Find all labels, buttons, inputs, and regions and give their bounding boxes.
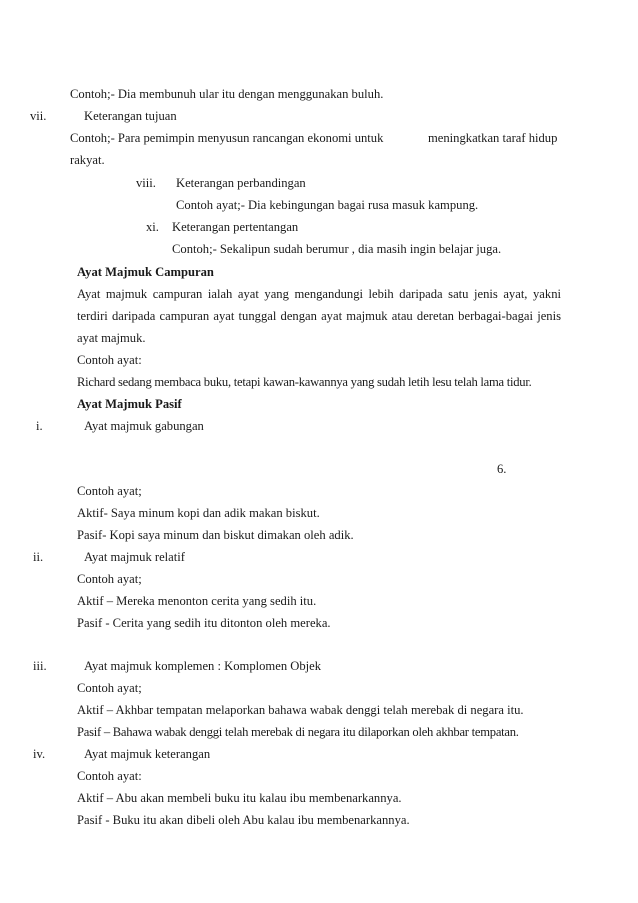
- example-line: Richard sedang membaca buku, tetapi kawan-kawannya yang sudah letih lesu telah lama tidur.: [77, 375, 532, 389]
- list-number: vii.: [30, 109, 47, 123]
- example-line: Pasif- Kopi saya minum dan biskut dimakan oleh adik.: [77, 528, 354, 542]
- list-number: viii.: [136, 176, 156, 190]
- list-heading: Ayat majmuk relatif: [84, 550, 185, 564]
- example-line: Pasif – Bahawa wabak denggi telah merebak di negara itu dilaporkan oleh akhbar tempatan.: [77, 725, 519, 739]
- list-number: iv.: [33, 747, 46, 761]
- example-line: Aktif – Mereka menonton cerita yang sedih itu.: [77, 594, 317, 608]
- example-line: Contoh;- Para pemimpin menyusun rancangan ekonomi untuk: [70, 131, 384, 145]
- list-heading: Ayat majmuk komplemen : Komplomen Objek: [84, 659, 322, 673]
- list-heading: Keterangan tujuan: [84, 109, 177, 123]
- example-line: Contoh;- Dia membunuh ular itu dengan menggunakan buluh.: [70, 87, 384, 101]
- section-heading: Ayat Majmuk Pasif: [77, 397, 182, 411]
- list-heading: Keterangan pertentangan: [172, 220, 299, 234]
- paragraph-line: terdiri daripada campuran ayat tunggal dengan ayat majmuk atau deretan berbagai-bagai jenis: [77, 309, 561, 323]
- list-number: ii.: [33, 550, 44, 564]
- list-heading: Ayat majmuk gabungan: [84, 419, 204, 433]
- example-label: Contoh ayat;: [77, 484, 142, 498]
- paragraph-line: Ayat majmuk campuran ialah ayat yang mengandungi lebih daripada satu jenis ayat, yakni: [77, 287, 561, 301]
- example-line: rakyat.: [70, 153, 105, 167]
- example-line: Pasif - Cerita yang sedih itu ditonton oleh mereka.: [77, 616, 331, 630]
- example-line: Aktif- Saya minum kopi dan adik makan biskut.: [77, 506, 320, 520]
- example-label: Contoh ayat;: [77, 681, 142, 695]
- paragraph-line: ayat majmuk.: [77, 331, 146, 345]
- example-line: Pasif - Buku itu akan dibeli oleh Abu kalau ibu membenarkannya.: [77, 813, 410, 827]
- example-line: Aktif – Abu akan membeli buku itu kalau ibu membenarkannya.: [77, 791, 402, 805]
- list-heading: Keterangan perbandingan: [176, 176, 306, 190]
- example-label: Contoh ayat:: [77, 769, 142, 783]
- list-heading: Ayat majmuk keterangan: [84, 747, 211, 761]
- example-line-continued: meningkatkan taraf hidup: [428, 131, 558, 145]
- page-number: 6.: [497, 462, 507, 476]
- list-number: iii.: [33, 659, 47, 673]
- example-label: Contoh ayat;: [77, 572, 142, 586]
- section-heading: Ayat Majmuk Campuran: [77, 265, 214, 279]
- example-line: Contoh;- Sekalipun sudah berumur , dia masih ingin belajar juga.: [172, 242, 502, 256]
- list-number: i.: [36, 419, 43, 433]
- example-line: Contoh ayat;- Dia kebingungan bagai rusa masuk kampung.: [176, 198, 479, 212]
- list-number: xi.: [146, 220, 159, 234]
- example-line: Aktif – Akhbar tempatan melaporkan bahawa wabak denggi telah merebak di negara itu.: [77, 703, 524, 717]
- example-label: Contoh ayat:: [77, 353, 142, 367]
